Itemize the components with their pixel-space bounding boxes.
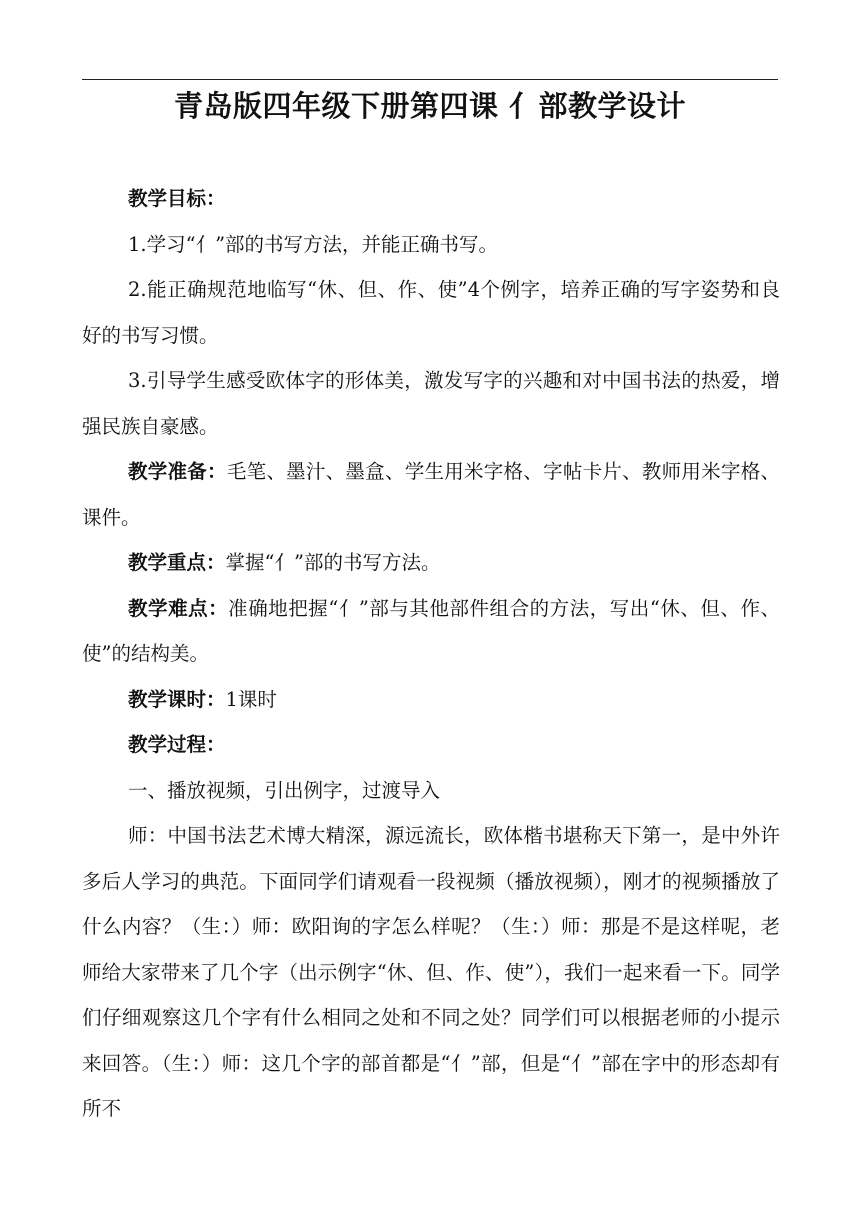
process-heading: 教学过程：	[128, 733, 226, 756]
objectives-heading: 教学目标：	[128, 187, 226, 210]
difficulty-paragraph	[82, 586, 780, 677]
document-body	[82, 176, 780, 1132]
duration-paragraph	[82, 677, 780, 723]
key-point-text: 掌握“亻”部的书写方法。	[225, 551, 441, 574]
difficulty-label: 教学难点：	[128, 596, 229, 620]
preparation-paragraph	[82, 449, 780, 540]
key-point-paragraph	[82, 540, 780, 586]
objective-item: 1.学习“亻”部的书写方法，并能正确书写。	[128, 232, 499, 256]
duration-label: 教学课时：	[128, 687, 226, 711]
preparation-label: 教学准备：	[128, 460, 227, 483]
difficulty-text: 准确地把握“亻”部与其他部件组合的方法，写出“休、但、作、使”的结构美。	[82, 596, 780, 665]
document-title: 青岛版四年级下册第四课 亻部教学设计	[173, 89, 687, 123]
duration-text: 1课时	[225, 687, 277, 711]
section-title: 一、播放视频，引出例字，过渡导入	[128, 778, 441, 802]
preparation-text: 毛笔、墨汁、墨盒、学生用米字格、字帖卡片、教师用米字格、课件。	[82, 460, 780, 529]
section-body: 师：中国书法艺术博大精深，源远流长，欧体楷书堪称天下第一，是中外许多后人学习的典范。下面同学们请观看一段视频（播放视频），刚才的视频播放了什么内容？（生：）师：欧阳询的字怎么样呢？（生：）师：那是不是这样呢，老师给大家带来了几个字（出示例字“休、但、作、使”），我们一起来看一下。同学们仔细观察这几个字有什么相同之处和不同之处？同学们可以根据老师的小提示来回答。（生：）师：这几个字的部首都是“亻”部，但是“亻”部在字中的形态却有所不	[82, 824, 780, 1120]
header-rule	[82, 79, 778, 80]
objective-item: 2.能正确规范地临写“休、但、作、使”4个例字，培养正确的写字姿势和良好的书写习惯。	[82, 278, 780, 347]
key-point-label: 教学重点：	[128, 551, 226, 574]
objective-item: 3.引导学生感受欧体字的形体美，激发写字的兴趣和对中国书法的热爱，增强民族自豪感。	[82, 369, 780, 438]
